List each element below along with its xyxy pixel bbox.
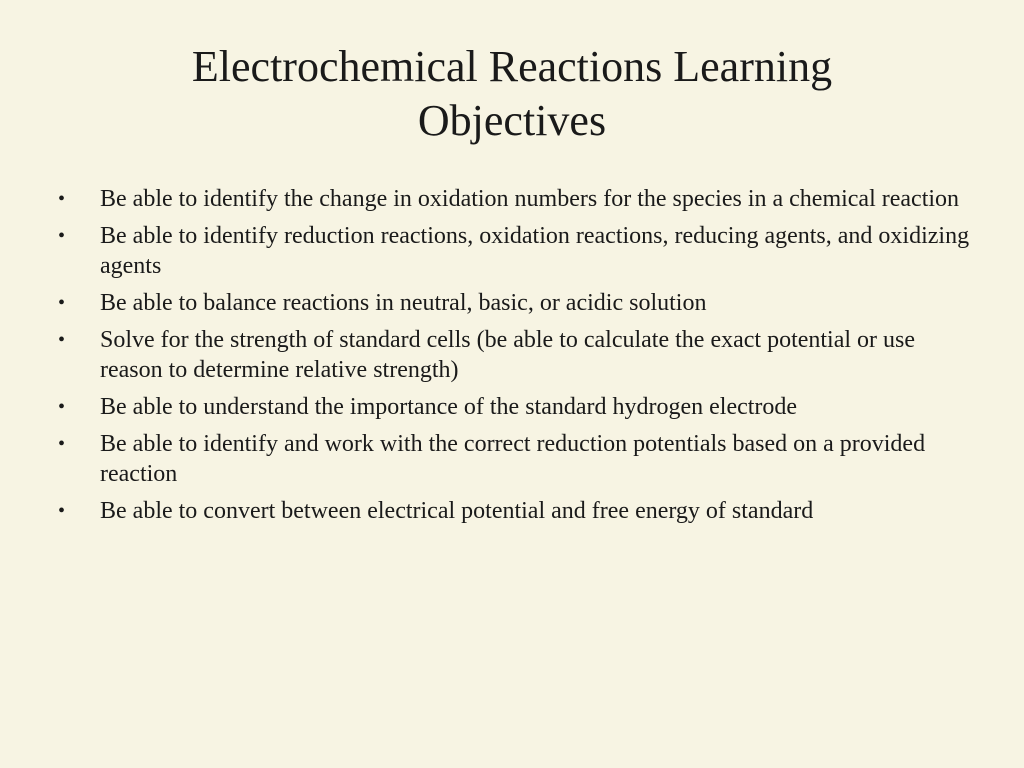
slide-title: Electrochemical Reactions Learning Objectives [191, 42, 833, 145]
bullet-text: Be able to understand the importance of the standard hydrogen electrode [100, 394, 798, 420]
bullet-text: Be able to identify and work with the correct reduction potentials based on a provided reaction [100, 431, 926, 487]
bullet-icon: • [58, 500, 66, 522]
bullet-text: Be able to balance reactions in neutral, basic, or acidic solution [100, 290, 707, 316]
bullet-text: Solve for the strength of standard cells (be able to calculate the exact potential or use reason to determine relative strength) [100, 327, 916, 383]
bullet-icon: • [58, 329, 66, 351]
bullet-text: Be able to convert between electrical potential and free energy of standard [100, 498, 814, 524]
bullet-icon: • [58, 292, 66, 314]
bullet-text: Be able to identify the change in oxidation numbers for the species in a chemical reaction [100, 186, 960, 212]
list-item [56, 184, 976, 214]
list-item [56, 325, 976, 385]
list-item [56, 496, 976, 526]
bullet-icon: • [58, 188, 66, 210]
bullet-text: Be able to identify reduction reactions, oxidation reactions, reducing agents, and oxidizing agents [100, 223, 970, 279]
objectives-list [56, 184, 976, 533]
bullet-icon: • [58, 225, 66, 247]
list-item [56, 221, 976, 281]
bullet-icon: • [58, 396, 66, 418]
bullet-icon: • [58, 433, 66, 455]
list-item [56, 429, 976, 489]
list-item [56, 288, 976, 318]
list-item [56, 392, 976, 422]
